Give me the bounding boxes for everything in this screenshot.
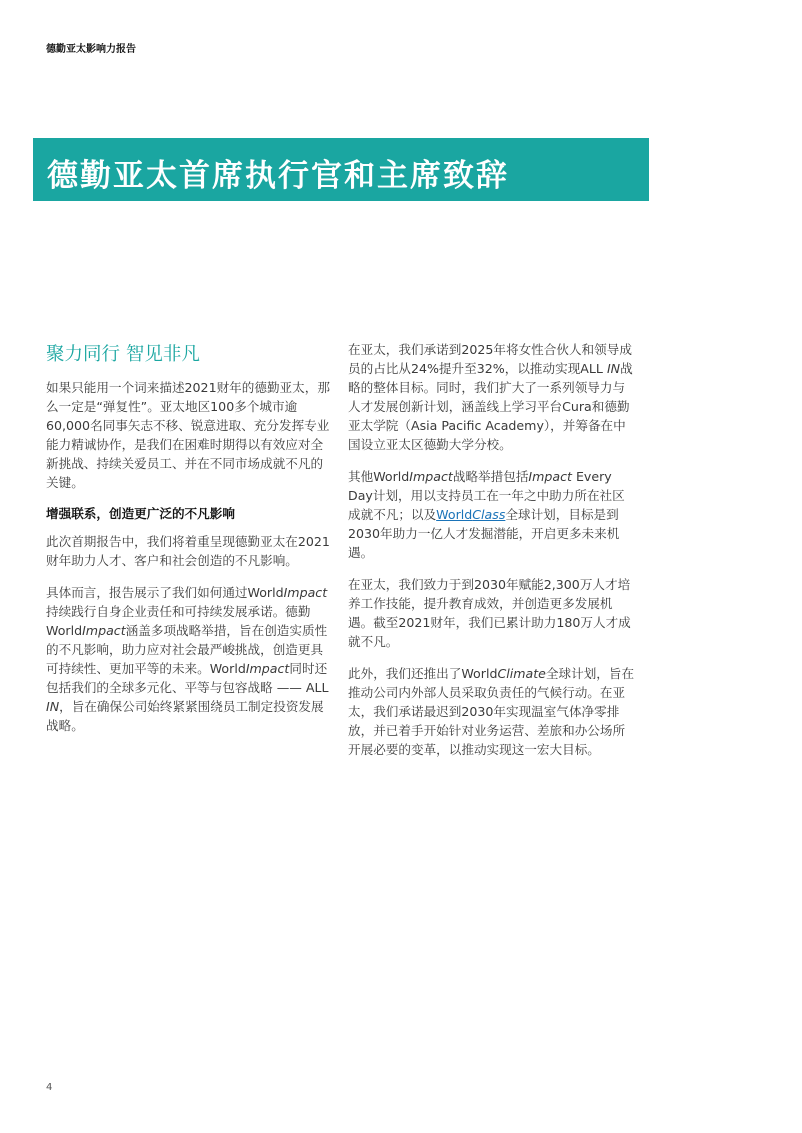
text-run: 此外，我们还推出了World [348, 666, 498, 681]
report-header: 德勤亚太影响力报告 [46, 44, 136, 55]
text-run: 战略举措包括 [452, 469, 529, 484]
text-run-italic: Impact [409, 469, 453, 484]
gender-target-paragraph [348, 340, 636, 454]
text-run-italic: Climate [497, 666, 546, 681]
worldimpact-paragraph [46, 583, 334, 735]
text-run: 其他World [348, 469, 410, 484]
left-column [46, 340, 334, 748]
text-run: 战略的整体目标。同时，我们扩大了一系列领导力与人才发展创新计划，涵盖线上学习平台Cura和德勤亚太学院（Asia Pacific Academy），并筹备在中国设立亚太区德勤大学分校。 [348, 361, 633, 452]
report-summary-paragraph: 此次首期报告中，我们将着重呈现德勤亚太在2021财年助力人才、客户和社会创造的不凡影响。 [46, 534, 330, 568]
link-text-italic: Class [472, 507, 506, 522]
text-run: 具体而言，报告展示了我们如何通过World [46, 585, 284, 600]
text-run: Every Day计划，用以支持员工在一年之中助力所在社区成就不凡；以及 [348, 469, 625, 522]
text-run: 持续践行自身企业责任和可持续发展承诺。德勤World [46, 604, 311, 638]
intro-paragraph: 如果只能用一个词来描述2021财年的德勤亚太，那么一定是“弹复性”。亚太地区100多个城市逾60,000名同事矢志不移、锐意进取、充分发挥专业能力精诚协作，是我们在困难时期得以有效应对全新挑战、持续关爱员工、并在不同市场成就不凡的关键。 [46, 380, 330, 490]
text-run: 全球计划，旨在推动公司内外部人员采取负责任的气候行动。在亚太，我们承诺最迟到2030年实现温室气体净零排放，并已着手开始针对业务运营、差旅和办公场所开展必要的变革，以推动实现这一宏大目标。 [348, 666, 635, 757]
page-number: 4 [46, 1082, 53, 1093]
text-run: 同时还包括我们的全球多元化、平等与包容战略 —— ALL [46, 661, 329, 695]
title-banner [33, 138, 649, 201]
text-run-italic: IN [46, 699, 60, 714]
text-run-italic: Impact [82, 623, 126, 638]
text-run: 全球计划，目标是到2030年助力一亿人才发掘潜能，开启更多未来机遇。 [348, 507, 620, 560]
text-run: 涵盖多项战略举措，旨在创造实质性的不凡影响，助力应对社会最严峻挑战，创造更具可持续性、更加平等的未来。World [46, 623, 328, 676]
sub-heading: 增强联系，创造更广泛的不凡影响 [46, 506, 235, 521]
skills-paragraph: 在亚太，我们致力于到2030年赋能2,300万人才培养工作技能，提升教育成效，并创造更多发展机遇。截至2021财年，我们已累计助力180万人才成就不凡。 [348, 577, 631, 649]
text-run: 在亚太，我们承诺到2025年将女性合伙人和领导成员的占比从24%提升至32%，以推动实现ALL [348, 342, 632, 376]
page-title: 德勤亚太首席执行官和主席致辞 [47, 158, 509, 194]
initiatives-paragraph [348, 467, 636, 562]
text-run: ，旨在确保公司始终紧紧围绕员工制定投资发展战略。 [46, 699, 324, 733]
text-run-italic: Impact [245, 661, 290, 676]
link-text: World [436, 507, 473, 522]
text-run-italic: IN [606, 361, 621, 376]
section-heading: 聚力同行 智见非凡 [46, 344, 200, 365]
worldclimate-paragraph [348, 664, 636, 759]
text-run-italic: Impact [283, 585, 328, 600]
worldclass-link[interactable] [436, 507, 505, 522]
right-column [348, 340, 636, 772]
text-run-italic: Impact [528, 469, 572, 484]
